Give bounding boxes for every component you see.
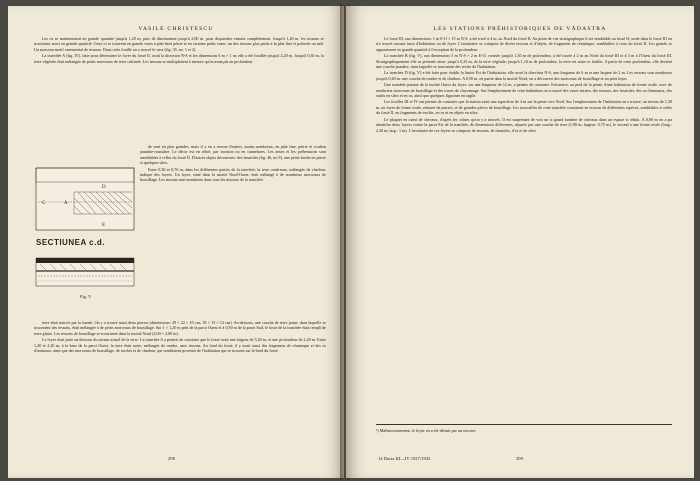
legend-letter: C: [42, 201, 46, 206]
running-header-right: LES STATIONS PRÉHISTORIQUES DE VĂDASTRA: [433, 26, 607, 32]
paragraph: Le foyer était juste au-dessous du niveau actuel de la terre. La tranchée A a permis de constater que le fossé avait une largeur de 5,20 m, et une profondeur de 2,20 m. Entre 1,20 et 2,20 m, à la base de la paroi Ouest, la terre était noire, mélangée de cendre, sans tessons. Au fond du fossé, il y avait aussi des fragments de céramique et des os d'animaux, ainsi que des morceaux de bousillage, de torchis et de charbon, qui semblaient provenir de l'habitation qui se trouvait sur le bord du fossé.: [34, 337, 326, 354]
legend-letter: A: [64, 201, 68, 206]
paragraph: La tranchée B (fig. V), aux dimensions 5 m N-S × 2 m E-O, creusée jusqu'à 1,30 m de profondeur, a été tracée à 2 m au Nord du fossé III et à 3 m à l'Ouest du fossé III. Stratigraphiquement elle se présente ainsi: jusqu'à 0,25 m, de la terre végétale; jusqu'à 1,10 m de profondeur, la terre est noire et friable. A partir de cette profondeur, elle devient une couche jaunâtre, dans laquelle se trouvaient des restes de l'habitation.: [376, 53, 672, 70]
page-number-right: 299: [516, 456, 523, 461]
paragraph: Les os se maintenaient en grande quantité jusqu'à 1,20 m, puis ils diminuaient jusqu'à 2,00 m, pour disparaître ensuite complètement. Jusqu'à 1,20 m, les tessons se trouvaient aussi en grande quantité. Ceux-ci se trouvent en grands vases à pâte bien pétrie et en certaine petits vases, un des tessons plus petits à la pâte fine et polissée ou mât. Un nouveau motif ornemental de tessons. Dans cette fouille on a trouvé le vase (fig. 35, no. 1 et 2).: [34, 36, 324, 52]
paragraph: Le plaquet en ouest de chevaux, d'après les crânes qu'on y a trouvés. Il est surprenant de voir un si grand nombre de chevaux dans un espace si réduit. A 0,60 m on a pu identifier deux foyers contre la paroi Est de la tranchée, de dimensions différentes, séparés par une couche de terre (1,90 m; largeur: 0,75 m), le second a une forme ovale (long.: 2,30 m; larg.: 1 m). L'inventaire de ces foyers se compose de tessons, de fusaïoles, d'os et de silex.: [376, 116, 672, 133]
paragraph: de sont en plus grandes, mais il y en a encore d'autres, moins nombreux, en pâte fine, pétrie et couleur jaunâtre-roussâtre. Le décor est en relief, par incision ou en cannelures. Les anses et les préhensions sont semblables à celles du fossé II. D'autres objets découverts: des fusaïoles (fig. 46, no 9), une petite hache en pierre et quelques silex.: [140, 144, 326, 166]
paragraph: Une tranchée partant de la moitié Ouest du foyer, sur une longueur de 12 m, a permis de constater l'existence, au pied de la pente, d'une habitation de forme ovale, avec de nombreux morceaux de bousillage et des traces de clayonnage. Sur l'emplacement de cette habitation on a trouvé des vases entiers, des tessons, des fusaïoles, des os d'animaux, des outils en silex et en os, ainsi que quelques figurines en argile.: [376, 82, 672, 99]
paragraph: La tranchée A (fig. IV), faite pour déterminer le foyer du fossé II, avait la direction N-S et les dimensions 6 m × 1 m; elle a été fouillée jusqu'à 2,20 m. Jusqu'à 0,30 m, la terre végétale était mélangée de petits morceaux de terre calcinée. Les tessons se multipliaient à mesure qu'on avançait en profondeur.: [34, 53, 324, 64]
paragraph: La tranchée D (fig. V) a été faite pour établir la limite Est de l'habitation; elle avait la direction N-S, une longueur de 6 m et une largeur de 2 m. Les tessons sont nombreux jusqu'à 0,40 m: une couche de cendre et de charbon. A 0,50 m, en partie dans la moitié Nord, on a découvert des morceaux de bousillage et un petit foyer.: [376, 70, 672, 81]
left-text-column: [140, 144, 326, 184]
left-text-top: [34, 36, 324, 65]
running-header-left: VASILE CHRISTESCU: [138, 26, 214, 32]
left-text-bottom: [34, 320, 326, 354]
stratigraphy-figure: [34, 166, 136, 306]
section-drawing: [34, 166, 136, 306]
paragraph: terre était noircie par la fumée. On y a trouvé aussi deux pierres (dimensions: 29 × 22 × 10 cm; 18 × 13 × 12 cm). Au-dessous, une couche de terre jaune, dans laquelle se trouvaient des tessons, était mélangée à de petits morceaux de bousillage. Sur 1 × 1,20 m près de la paroi Ouest et à 0,50 m de la paroi Sud, le fossé de la tranchée était rempli de terre glaise. Les tessons de bousillage se trouvaient dans la moitié Nord (2,00 × 2,00 m).: [34, 320, 326, 336]
footnote: ¹) Malheureusement, le foyer en a été détruit par un ouvrier.: [376, 424, 672, 433]
signature-mark: 14 Dacia III—IV 1927/1932.: [378, 456, 432, 461]
page-number-left: 298: [168, 456, 175, 461]
legend-letter: D: [102, 185, 106, 190]
right-text-column: [376, 36, 672, 134]
figure-caption: Fig. V.: [80, 294, 92, 299]
legend-letter: E: [102, 223, 106, 228]
paragraph: Les fouilles III et IV ont permis de constater que la station avait une superficie de 4 m sur la pente vers Nord. Sur l'emplacement de l'habitation on a trouvé, au niveau de 1,30 m, un foyer de forme ovale, entouré de pierres, et de grandes pièces de bousillage. Les trouvailles de cette tranchée consistent en tessons de différentes espèces, semblables à celles du fossé II, en fragments de torchis, en os et en objets en silex.: [376, 99, 672, 116]
section-label: SECTIUNEA c.d.: [36, 238, 105, 247]
right-page: [346, 6, 694, 478]
paragraph: Entre 0,50 et 0,70 m, dans les différentes parties de la tranchée, la terre cendreuse, mélangée de charbon, indique des foyers. Un foyer, situé dans la moitié Nord-Ouest, était mélangé à de nombreux morceaux de bousillage. Les tessons sont nombreux dans tous les niveaux de la tranchée.: [140, 166, 326, 183]
paragraph: Le fossé III, aux dimensions: 1 m E-O × 15 m N-S, a été tracé à 4 m, au Nord du fossé II. Au point de vue stratigraphique il est semblable au fossé II; seule dans le fossé III on n'a trouvé aucune trace d'habitation ou de foyer. L'inventaire se compose de divers tessons et d'objets, de fragments de céramique, semblables à ceux du fossé II. Les grands os apparaissent en grande quantité à l'exception de la profondeur.: [376, 36, 672, 52]
left-page: [8, 6, 344, 478]
